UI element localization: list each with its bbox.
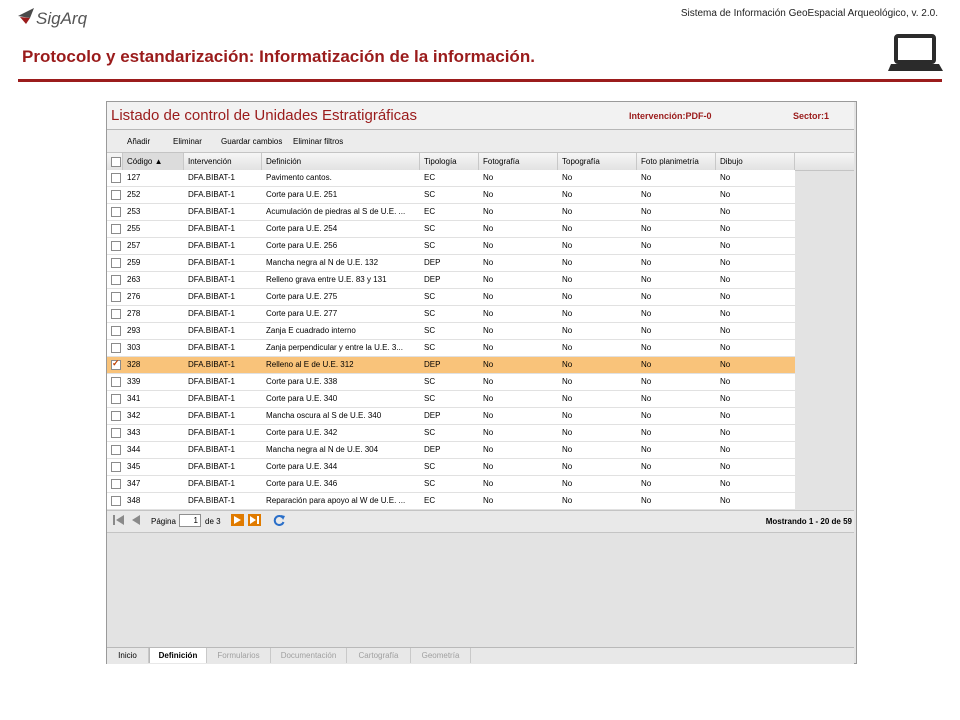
- cell-codigo: 344: [127, 445, 141, 454]
- cell-codigo: 348: [127, 496, 141, 505]
- cell-definicion: Mancha negra al N de U.E. 304: [266, 445, 379, 454]
- cell-fotografia: No: [483, 275, 494, 284]
- row-checkbox[interactable]: [111, 258, 121, 268]
- cell-codigo: 293: [127, 326, 141, 335]
- cell-tipologia: SC: [424, 479, 436, 488]
- cell-topografia: No: [562, 377, 573, 386]
- cell-foto-planimetria: No: [641, 173, 652, 182]
- cell-definicion: Corte para U.E. 251: [266, 190, 338, 199]
- cell-foto-planimetria: No: [641, 326, 652, 335]
- cell-intervencion: DFA.BIBAT-1: [188, 326, 235, 335]
- tab-bar: [107, 647, 854, 664]
- cell-dibujo: No: [720, 462, 731, 471]
- cell-fotografia: No: [483, 173, 494, 182]
- col-definicion[interactable]: Definición: [262, 153, 420, 170]
- cell-topografia: No: [562, 275, 573, 284]
- cell-foto-planimetria: No: [641, 241, 652, 250]
- cell-fotografia: No: [483, 309, 494, 318]
- tab-geometria[interactable]: Geometría: [411, 648, 471, 663]
- cell-codigo: 339: [127, 377, 141, 386]
- cell-foto-planimetria: No: [641, 462, 652, 471]
- row-checkbox[interactable]: [111, 479, 121, 489]
- cell-fotografia: No: [483, 496, 494, 505]
- cell-intervencion: DFA.BIBAT-1: [188, 258, 235, 267]
- cell-topografia: No: [562, 309, 573, 318]
- table-row[interactable]: [107, 442, 795, 459]
- prev-page-icon[interactable]: [129, 514, 142, 526]
- cell-foto-planimetria: No: [641, 496, 652, 505]
- row-checkbox[interactable]: [111, 309, 121, 319]
- row-checkbox[interactable]: [111, 343, 121, 353]
- select-all-cell: [107, 153, 123, 170]
- table-row[interactable]: [107, 255, 795, 272]
- col-topografia[interactable]: Topografía: [558, 153, 637, 170]
- cell-definicion: Corte para U.E. 346: [266, 479, 338, 488]
- cell-dibujo: No: [720, 377, 731, 386]
- table-row[interactable]: [107, 306, 795, 323]
- table-row[interactable]: [107, 476, 795, 493]
- cell-tipologia: SC: [424, 241, 436, 250]
- cell-intervencion: DFA.BIBAT-1: [188, 411, 235, 420]
- cell-intervencion: DFA.BIBAT-1: [188, 377, 235, 386]
- table-row[interactable]: [107, 408, 795, 425]
- col-intervencion[interactable]: Intervención: [184, 153, 262, 170]
- cell-fotografia: No: [483, 326, 494, 335]
- cell-tipologia: EC: [424, 496, 436, 505]
- cell-intervencion: DFA.BIBAT-1: [188, 292, 235, 301]
- app-header: [107, 102, 854, 130]
- select-all-checkbox[interactable]: [111, 157, 121, 167]
- cell-intervencion: DFA.BIBAT-1: [188, 190, 235, 199]
- table-row[interactable]: [107, 204, 795, 221]
- cell-dibujo: No: [720, 275, 731, 284]
- row-checkbox[interactable]: [111, 377, 121, 387]
- cell-fotografia: No: [483, 190, 494, 199]
- cell-foto-planimetria: No: [641, 445, 652, 454]
- row-checkbox[interactable]: [111, 275, 121, 285]
- cell-intervencion: DFA.BIBAT-1: [188, 479, 235, 488]
- clear-filters-button[interactable]: Eliminar filtros: [293, 137, 344, 146]
- grid-header: [107, 152, 854, 171]
- cell-fotografia: No: [483, 292, 494, 301]
- cell-codigo: 259: [127, 258, 141, 267]
- cell-codigo: 278: [127, 309, 141, 318]
- col-dibujo[interactable]: Dibujo: [716, 153, 795, 170]
- cell-topografia: No: [562, 224, 573, 233]
- cell-codigo: 276: [127, 292, 141, 301]
- cell-codigo: 343: [127, 428, 141, 437]
- cell-tipologia: SC: [424, 309, 436, 318]
- cell-definicion: Pavimento cantos.: [266, 173, 332, 182]
- cell-dibujo: No: [720, 445, 731, 454]
- table-row[interactable]: [107, 493, 795, 510]
- cell-fotografia: No: [483, 258, 494, 267]
- col-fotografia[interactable]: Fotografía: [479, 153, 558, 170]
- cell-definicion: Corte para U.E. 338: [266, 377, 338, 386]
- laptop-icon: [888, 34, 944, 74]
- cell-fotografia: No: [483, 360, 494, 369]
- cell-definicion: Corte para U.E. 275: [266, 292, 338, 301]
- cell-definicion: Mancha negra al N de U.E. 132: [266, 258, 379, 267]
- cell-topografia: No: [562, 241, 573, 250]
- cell-foto-planimetria: No: [641, 224, 652, 233]
- cell-intervencion: DFA.BIBAT-1: [188, 360, 235, 369]
- cell-fotografia: No: [483, 207, 494, 216]
- col-tipologia[interactable]: Tipología: [420, 153, 479, 170]
- cell-topografia: No: [562, 479, 573, 488]
- row-checkbox[interactable]: [111, 326, 121, 336]
- cell-topografia: No: [562, 445, 573, 454]
- title-divider: [18, 79, 942, 82]
- cell-fotografia: No: [483, 445, 494, 454]
- table-row[interactable]: [107, 289, 795, 306]
- table-row[interactable]: [107, 187, 795, 204]
- cell-definicion: Relleno al E de U.E. 312: [266, 360, 354, 369]
- cell-intervencion: DFA.BIBAT-1: [188, 428, 235, 437]
- cell-foto-planimetria: No: [641, 394, 652, 403]
- cell-tipologia: SC: [424, 394, 436, 403]
- tab-formularios[interactable]: Formularios: [207, 648, 271, 663]
- cell-topografia: No: [562, 360, 573, 369]
- cell-topografia: No: [562, 428, 573, 437]
- next-page-icon[interactable]: [231, 514, 244, 526]
- cell-intervencion: DFA.BIBAT-1: [188, 173, 235, 182]
- cell-topografia: No: [562, 190, 573, 199]
- cell-definicion: Corte para U.E. 256: [266, 241, 338, 250]
- cell-intervencion: DFA.BIBAT-1: [188, 224, 235, 233]
- cell-codigo: 345: [127, 462, 141, 471]
- cell-definicion: Reparación para apoyo al W de U.E. ...: [266, 496, 406, 505]
- cell-foto-planimetria: No: [641, 190, 652, 199]
- cell-topografia: No: [562, 258, 573, 267]
- cell-dibujo: No: [720, 173, 731, 182]
- cell-tipologia: SC: [424, 190, 436, 199]
- cell-tipologia: SC: [424, 462, 436, 471]
- cell-definicion: Zanja E cuadrado interno: [266, 326, 356, 335]
- cell-dibujo: No: [720, 309, 731, 318]
- table-row[interactable]: [107, 391, 795, 408]
- table-row[interactable]: [107, 459, 795, 476]
- cell-foto-planimetria: No: [641, 292, 652, 301]
- cell-codigo: 341: [127, 394, 141, 403]
- cell-foto-planimetria: No: [641, 258, 652, 267]
- cell-foto-planimetria: No: [641, 377, 652, 386]
- list-title: Listado de control de Unidades Estratigráficas: [111, 107, 418, 124]
- cell-definicion: Mancha oscura al S de U.E. 340: [266, 411, 382, 420]
- cell-definicion: Corte para U.E. 344: [266, 462, 338, 471]
- row-checkbox[interactable]: [111, 411, 121, 421]
- cell-foto-planimetria: No: [641, 479, 652, 488]
- cell-fotografia: No: [483, 428, 494, 437]
- logo-text: SigArq: [36, 9, 88, 28]
- cell-tipologia: SC: [424, 292, 436, 301]
- table-row[interactable]: [107, 323, 795, 340]
- cell-topografia: No: [562, 173, 573, 182]
- cell-definicion: Acumulación de piedras al S de U.E. ...: [266, 207, 406, 216]
- page-label: Página: [151, 517, 176, 526]
- cell-dibujo: No: [720, 428, 731, 437]
- cell-intervencion: DFA.BIBAT-1: [188, 394, 235, 403]
- row-checkbox[interactable]: [111, 462, 121, 472]
- cell-topografia: No: [562, 496, 573, 505]
- cell-tipologia: EC: [424, 173, 436, 182]
- cell-dibujo: No: [720, 258, 731, 267]
- cell-foto-planimetria: No: [641, 343, 652, 352]
- cell-intervencion: DFA.BIBAT-1: [188, 445, 235, 454]
- row-checkbox[interactable]: [111, 428, 121, 438]
- last-page-icon[interactable]: [248, 514, 261, 526]
- cell-fotografia: No: [483, 377, 494, 386]
- cell-intervencion: DFA.BIBAT-1: [188, 275, 235, 284]
- cell-fotografia: No: [483, 411, 494, 420]
- cell-topografia: No: [562, 343, 573, 352]
- row-checkbox[interactable]: [111, 292, 121, 302]
- pager-status: Mostrando 1 - 20 de 59: [765, 517, 852, 526]
- cell-dibujo: No: [720, 207, 731, 216]
- cell-tipologia: DEP: [424, 258, 441, 267]
- cell-foto-planimetria: No: [641, 360, 652, 369]
- cell-topografia: No: [562, 411, 573, 420]
- cell-foto-planimetria: No: [641, 309, 652, 318]
- cell-dibujo: No: [720, 360, 731, 369]
- cell-fotografia: No: [483, 479, 494, 488]
- row-checkbox[interactable]: [111, 394, 121, 404]
- cell-dibujo: No: [720, 343, 731, 352]
- add-button[interactable]: Añadir: [127, 137, 151, 146]
- table-row[interactable]: [107, 425, 795, 442]
- table-row[interactable]: [107, 170, 795, 187]
- tab-cartografia[interactable]: Cartografía: [347, 648, 411, 663]
- cell-fotografia: No: [483, 462, 494, 471]
- cell-intervencion: DFA.BIBAT-1: [188, 496, 235, 505]
- cell-topografia: No: [562, 292, 573, 301]
- table-row[interactable]: [107, 238, 795, 255]
- cell-topografia: No: [562, 326, 573, 335]
- toolbar: [107, 130, 854, 152]
- cell-intervencion: DFA.BIBAT-1: [188, 309, 235, 318]
- cell-foto-planimetria: No: [641, 428, 652, 437]
- tab-inicio[interactable]: Inicio: [107, 648, 149, 663]
- cell-dibujo: No: [720, 394, 731, 403]
- cell-definicion: Zanja perpendicular y entre la U.E. 3...: [266, 343, 403, 352]
- cell-definicion: Relleno grava entre U.E. 83 y 131: [266, 275, 387, 284]
- cell-codigo: 127: [127, 173, 141, 182]
- cell-codigo: 263: [127, 275, 141, 284]
- cell-codigo: 252: [127, 190, 141, 199]
- tab-documentacion[interactable]: Documentación: [271, 648, 347, 663]
- cell-dibujo: No: [720, 496, 731, 505]
- cell-fotografia: No: [483, 241, 494, 250]
- cell-dibujo: No: [720, 190, 731, 199]
- row-checkbox[interactable]: [111, 496, 121, 506]
- cell-foto-planimetria: No: [641, 275, 652, 284]
- save-changes-button[interactable]: Guardar cambios: [221, 137, 283, 146]
- sigarq-logo: [18, 4, 138, 30]
- cell-codigo: 257: [127, 241, 141, 250]
- table-row[interactable]: [107, 272, 795, 289]
- cell-tipologia: DEP: [424, 275, 441, 284]
- row-checkbox[interactable]: [111, 241, 121, 251]
- cell-codigo: 342: [127, 411, 141, 420]
- cell-tipologia: SC: [424, 224, 436, 233]
- table-row[interactable]: [107, 357, 795, 374]
- table-row[interactable]: [107, 374, 795, 391]
- cell-tipologia: EC: [424, 207, 436, 216]
- row-checkbox[interactable]: [111, 224, 121, 234]
- sector-label: Sector:1: [793, 111, 830, 121]
- cell-tipologia: SC: [424, 326, 436, 335]
- cell-definicion: Corte para U.E. 277: [266, 309, 338, 318]
- intervencion-label: Intervención:PDF-0: [629, 111, 712, 121]
- cell-dibujo: No: [720, 411, 731, 420]
- page-count-label: de 3: [205, 517, 221, 526]
- cell-dibujo: No: [720, 326, 731, 335]
- row-checkbox[interactable]: [111, 207, 121, 217]
- cell-fotografia: No: [483, 394, 494, 403]
- cell-codigo: 347: [127, 479, 141, 488]
- col-codigo[interactable]: Código ▲: [123, 153, 184, 170]
- row-checkbox[interactable]: [111, 173, 121, 183]
- row-checkbox[interactable]: [111, 445, 121, 455]
- cell-foto-planimetria: No: [641, 207, 652, 216]
- first-page-icon[interactable]: [112, 514, 125, 526]
- cell-codigo: 255: [127, 224, 141, 233]
- cell-codigo: 328: [127, 360, 141, 369]
- cell-fotografia: No: [483, 343, 494, 352]
- cell-tipologia: DEP: [424, 360, 441, 369]
- delete-button[interactable]: Eliminar: [173, 137, 202, 146]
- cell-dibujo: No: [720, 241, 731, 250]
- cell-foto-planimetria: No: [641, 411, 652, 420]
- grid-body: [107, 170, 795, 510]
- cell-tipologia: DEP: [424, 411, 441, 420]
- cell-topografia: No: [562, 207, 573, 216]
- page-title: Protocolo y estandarización: Informatización de la información.: [22, 47, 535, 66]
- page-input[interactable]: [179, 514, 201, 527]
- cell-tipologia: SC: [424, 428, 436, 437]
- cell-dibujo: No: [720, 479, 731, 488]
- refresh-icon[interactable]: [273, 514, 286, 526]
- cell-definicion: Corte para U.E. 254: [266, 224, 338, 233]
- cell-tipologia: DEP: [424, 445, 441, 454]
- tab-definicion[interactable]: Definición: [149, 648, 207, 663]
- cell-tipologia: SC: [424, 377, 436, 386]
- table-row[interactable]: [107, 221, 795, 238]
- row-checkbox[interactable]: [111, 190, 121, 200]
- cell-definicion: Corte para U.E. 340: [266, 394, 338, 403]
- cell-fotografia: No: [483, 224, 494, 233]
- pager: [107, 510, 854, 533]
- cell-dibujo: No: [720, 224, 731, 233]
- col-foto-planimetria[interactable]: Foto planimetría: [637, 153, 716, 170]
- cell-intervencion: DFA.BIBAT-1: [188, 207, 235, 216]
- cell-intervencion: DFA.BIBAT-1: [188, 462, 235, 471]
- table-row[interactable]: [107, 340, 795, 357]
- cell-intervencion: DFA.BIBAT-1: [188, 343, 235, 352]
- system-title: Sistema de Información GeoEspacial Arqueológico, v. 2.0.: [680, 8, 938, 19]
- cell-dibujo: No: [720, 292, 731, 301]
- cell-codigo: 303: [127, 343, 141, 352]
- cell-topografia: No: [562, 462, 573, 471]
- cell-tipologia: SC: [424, 343, 436, 352]
- cell-intervencion: DFA.BIBAT-1: [188, 241, 235, 250]
- cell-definicion: Corte para U.E. 342: [266, 428, 338, 437]
- cell-codigo: 253: [127, 207, 141, 216]
- row-checkbox[interactable]: [111, 360, 121, 370]
- cell-topografia: No: [562, 394, 573, 403]
- app-window: [106, 101, 857, 664]
